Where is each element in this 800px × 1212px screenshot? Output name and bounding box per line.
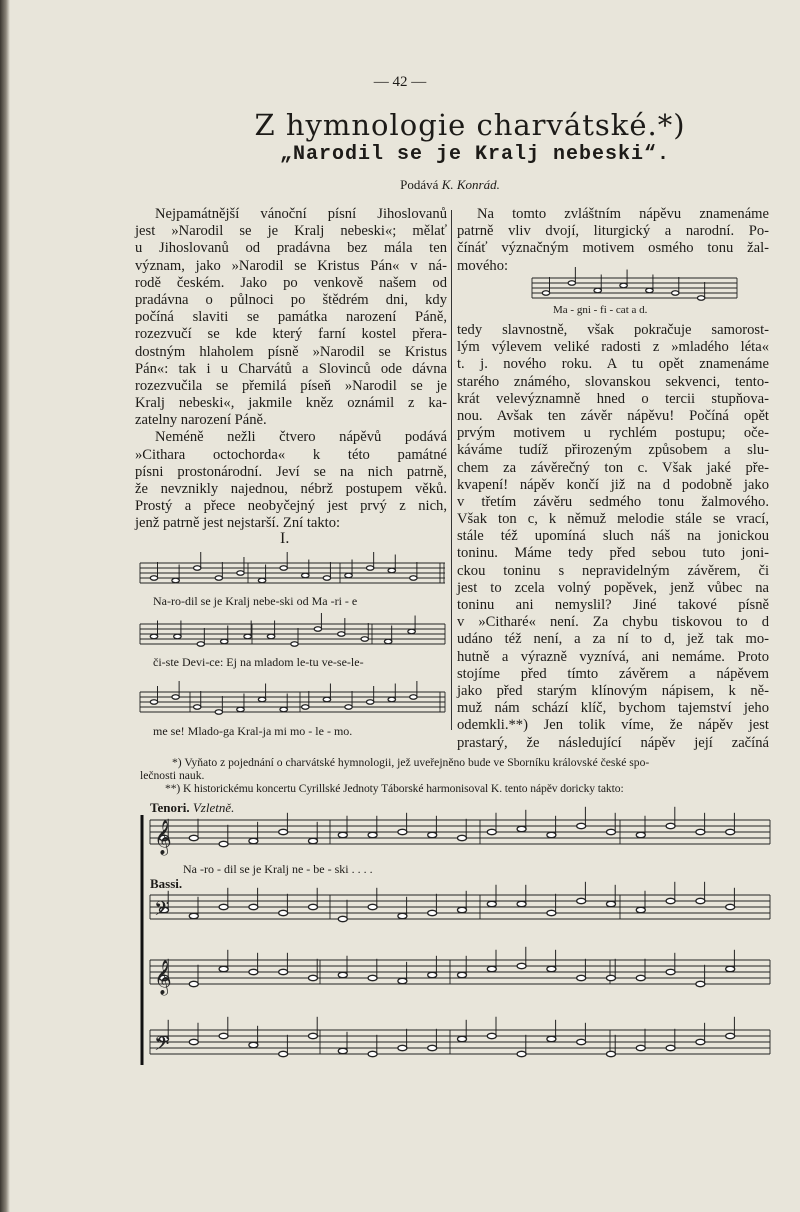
text-line: u Jihoslovanů od pradávna bez mála ten (135, 240, 447, 257)
note-head (458, 835, 467, 840)
note-head (338, 1048, 347, 1053)
note-head (249, 904, 258, 909)
note-head (309, 838, 318, 843)
note-head (338, 972, 347, 977)
note-head (366, 700, 374, 705)
note-head (696, 1039, 705, 1044)
text-line: jako před starým klínovým nápisem, k ně- (457, 682, 769, 699)
note-head (258, 697, 266, 702)
note-head (279, 910, 288, 915)
note-head (309, 904, 318, 909)
note-head (458, 1036, 467, 1041)
text-line: prastarý, že následující nápěv její začíná (457, 734, 769, 751)
note-head (309, 1033, 318, 1038)
note-head (607, 901, 616, 906)
text-line: t. j. nového roku. A tu opět znamenáme (457, 356, 769, 373)
note-head (636, 907, 645, 912)
note-head (368, 975, 377, 980)
note-head (219, 841, 228, 846)
note-head (368, 1051, 377, 1056)
note-head (410, 695, 418, 700)
text-line: rodě českém. Jako po venkově našem od (135, 274, 447, 291)
bass-clef-icon: 𝄢 (154, 899, 170, 925)
text-line: patrně vliv dvojí, liturgický a narodní. Po- (457, 223, 769, 240)
text-line: Nejpamátnější vánoční písní Jihoslovanů (155, 206, 447, 222)
note-head (547, 966, 556, 971)
note-head (197, 642, 205, 647)
note-head (219, 904, 228, 909)
text-line: stále též upomíná sluch náš na jonickou (457, 528, 769, 545)
staff (140, 692, 445, 712)
example-lyric-line: či-ste Devi-ce: Ej na mladom le-tu ve-se-le- (153, 655, 364, 669)
note-head (428, 910, 437, 915)
text-line: Prostý a přece neobyčejný jest prvý z nich, (135, 498, 447, 515)
note-head (666, 1045, 675, 1050)
tenor-label-text: Tenori. (150, 800, 190, 815)
example-lyric-line: me se! Mlado-ga Kral-ja mi mo - le - mo. (153, 724, 353, 738)
choral-score (140, 815, 770, 1075)
note-head (398, 978, 407, 983)
text-line: Kralj nebeski«, jakmile kněz oznámil z ka- (135, 395, 447, 412)
text-line: Na tomto zvláštním nápěvu znamenáme (477, 206, 769, 222)
note-head (410, 576, 418, 581)
article-title: Z hymnologie charvátské.*) (254, 108, 686, 142)
note-head (345, 573, 353, 578)
footnote-1-cont: lečnosti nauk. (140, 769, 205, 782)
treble-clef-icon: 𝄞 (154, 821, 172, 854)
page-number: — 42 — (373, 74, 427, 90)
note-head (338, 916, 347, 921)
note-head (309, 975, 318, 980)
text-line: jest »Narodil se je Kralj nebeski«; mělať (135, 223, 447, 240)
note-head (221, 639, 229, 644)
text-line: toninu. Máme tedy před sebou tuto joni- (457, 545, 769, 562)
note-head (291, 642, 299, 647)
note-head (174, 634, 182, 639)
text-line: mového: (457, 257, 509, 274)
staff (532, 278, 737, 298)
note-head (594, 288, 602, 293)
staff (140, 624, 445, 644)
text-line: ckou toninu s nepravidelným závěrem, či (457, 562, 769, 579)
text-line: zatelny narození Páně. (135, 412, 267, 429)
note-head (366, 566, 374, 571)
note-head (487, 901, 496, 906)
score-lyrics: Na -ro - dil se je Kralj ne - be - ski . . . . (183, 862, 373, 876)
text-line: rozezvučila se přemilá píseň »Narodil se je (135, 377, 447, 394)
text-line: muž nám schází klíč, bychom tajemství jeho (457, 700, 769, 717)
footnote-1: *) Vyňato z pojednání o charvátské hymnologii, jež uveřejněno bude ve Sborníku královské české spo- (172, 756, 650, 769)
column-divider (451, 210, 452, 730)
note-head (607, 975, 616, 980)
note-head (361, 637, 369, 642)
text-line: odemkli.**) Jen tolik víme, že nápěv jest (457, 717, 769, 734)
text-line: hutně a výrazně vyznívá, ani nemáme. Proto (457, 648, 769, 665)
example-lyric-line: Na-ro-dil se je Kralj nebe-ski od Ma -ri - e (153, 594, 358, 608)
note-head (666, 898, 675, 903)
note-head (280, 566, 288, 571)
text-line: jest to zcela volný popěvek, jenž vůbec na (457, 579, 769, 596)
note-head (150, 634, 158, 639)
tempo-marking: Vzletně. (192, 800, 235, 815)
note-head (280, 707, 288, 712)
note-head (568, 281, 576, 286)
note-head (368, 832, 377, 837)
note-head (279, 969, 288, 974)
note-head (219, 966, 228, 971)
tenor-label (150, 800, 234, 816)
note-head (577, 823, 586, 828)
text-line: toninu ani nemyslil? Jiné takové písně (457, 597, 769, 613)
magnificat-lyric: Ma - gni - fi - cat a d. (553, 304, 648, 316)
note-head (189, 835, 198, 840)
text-line: prvým motivem u rychlém postupu; oče- (457, 425, 769, 442)
right-column-intro (457, 206, 769, 275)
text-line: Neméně nežli čtvero nápěvů podává (155, 429, 447, 446)
note-head (302, 573, 310, 578)
note-head (237, 571, 245, 576)
note-head (215, 576, 223, 581)
note-head (577, 975, 586, 980)
note-head (726, 1033, 735, 1038)
note-head (666, 969, 675, 974)
text-line: chem za závěrečný ton c. Však jaké pře- (457, 459, 769, 476)
note-head (172, 695, 180, 700)
note-head (150, 576, 158, 581)
note-head (672, 291, 680, 296)
note-head (258, 578, 266, 583)
note-head (726, 829, 735, 834)
note-head (517, 901, 526, 906)
text-line: Pán«: tak i u Charvátů a Slovinců ode dávna (135, 360, 447, 377)
note-head (696, 898, 705, 903)
note-head (636, 1045, 645, 1050)
text-line: »Cithara octochorda« k této památné (135, 446, 447, 463)
note-head (666, 823, 675, 828)
bass-clef-icon: 𝄢 (154, 1034, 170, 1060)
note-head (388, 568, 396, 573)
text-line: krát velevýznamně hned o tercii stupňova- (457, 390, 769, 407)
note-head (215, 710, 223, 715)
text-line: rozezvučí se kde který farní kostel přera- (135, 326, 447, 343)
note-head (323, 697, 331, 702)
text-line: tedy slavnostně, však pokračuje samorost- (457, 322, 769, 338)
text-line: lým výlevem veliké radosti z »mladého léta« (457, 339, 769, 356)
note-head (577, 1039, 586, 1044)
note-head (607, 829, 616, 834)
note-head (547, 832, 556, 837)
text-line: nou. Avšak ten závěr nápěvu! Počíná opět (457, 407, 769, 424)
text-line: počíná slaviti se památka narození Páně, (135, 309, 447, 326)
note-head (267, 634, 275, 639)
note-head (547, 1036, 556, 1041)
note-head (388, 697, 396, 702)
byline-prefix: Podává (400, 177, 439, 192)
text-line: čínáť význačným motivem osmého tonu žal- (457, 240, 769, 257)
text-line: Však ton c, k němuž melodie stále se vrací, (457, 511, 769, 528)
note-head (487, 829, 496, 834)
treble-clef-icon: 𝄞 (154, 961, 172, 994)
note-head (249, 1042, 258, 1047)
text-line: význam, jako »Narodil se Kristus Pán« v ná- (135, 257, 447, 274)
note-head (458, 907, 467, 912)
text-line: dostným hlaholem písně »Narodil se Kristus (135, 343, 447, 360)
left-column-text (135, 206, 447, 533)
note-head (398, 913, 407, 918)
note-head (279, 829, 288, 834)
magnificat-staff (532, 276, 742, 300)
right-column-text (457, 322, 769, 752)
text-line: starého známého, slovanskou sekvenci, tento- (457, 373, 769, 390)
note-head (726, 904, 735, 909)
note-head (244, 634, 252, 639)
article-subtitle: „Narodil se je Kralj nebeski“. (279, 143, 671, 166)
text-line: pradávna o půlnoci po štědrém dni, kdy (135, 291, 447, 308)
note-head (189, 1039, 198, 1044)
note-head (636, 832, 645, 837)
note-head (302, 705, 310, 710)
note-head (428, 1045, 437, 1050)
note-head (150, 700, 158, 705)
note-head (542, 291, 550, 296)
byline-author: K. Konrád. (441, 177, 500, 192)
text-line: udáno též není, a za ní to d, jež tak mo- (457, 631, 769, 648)
note-head (696, 829, 705, 834)
note-head (338, 632, 346, 637)
note-head (189, 913, 198, 918)
note-head (249, 969, 258, 974)
footnote-2: **) K historickému koncertu Cyrillské Jednoty Táborské harmonisoval K. tento nápěv doricky takto: (165, 782, 624, 795)
note-head (517, 963, 526, 968)
note-head (487, 966, 496, 971)
text-line: jenž patrně jest nejstarší. Zní takto: (135, 515, 341, 532)
text-line: stojíme před tímto závěrem a nápěvem (457, 665, 769, 682)
text-line: že nevznikly najednou, nébrž postupem věků. (135, 481, 447, 497)
note-head (517, 826, 526, 831)
note-head (696, 981, 705, 986)
note-head (368, 904, 377, 909)
note-head (487, 1033, 496, 1038)
note-head (345, 705, 353, 710)
text-line: písni prostonárodní. Jeví se na nich patrně, (135, 463, 447, 480)
note-head (646, 288, 654, 293)
note-head (607, 1051, 616, 1056)
note-head (279, 1051, 288, 1056)
note-head (577, 898, 586, 903)
note-head (398, 1045, 407, 1050)
byline (300, 177, 600, 193)
note-head (193, 566, 201, 571)
scan-edge (0, 0, 10, 1212)
note-head (249, 838, 258, 843)
note-head (517, 1051, 526, 1056)
text-line: kvapení! nápěv končí již na d podobně jako (457, 476, 769, 493)
note-head (636, 975, 645, 980)
text-line: v »Citharé« není. Za chybu tiskovou to d (457, 614, 769, 631)
note-head (338, 832, 347, 837)
note-head (384, 639, 392, 644)
example-number: I. (280, 530, 290, 547)
note-head (726, 966, 735, 971)
note-head (697, 296, 705, 301)
staff (140, 563, 445, 583)
note-head (219, 1033, 228, 1038)
note-head (428, 972, 437, 977)
note-head (458, 972, 467, 977)
note-head (620, 283, 628, 288)
note-head (172, 578, 180, 583)
note-head (428, 832, 437, 837)
note-head (189, 981, 198, 986)
note-head (314, 627, 322, 632)
note-head (193, 705, 201, 710)
note-head (547, 910, 556, 915)
note-head (323, 576, 331, 581)
note-head (398, 829, 407, 834)
text-line: v třetím závěru sedmého tonu žalmového. (457, 493, 769, 510)
text-line: káváme tudíž přirozeným způsobem a slu- (457, 442, 769, 459)
note-head (237, 707, 245, 712)
bass-label: Bassi. (150, 876, 183, 891)
note-head (408, 629, 416, 634)
music-example-staves (140, 560, 445, 720)
